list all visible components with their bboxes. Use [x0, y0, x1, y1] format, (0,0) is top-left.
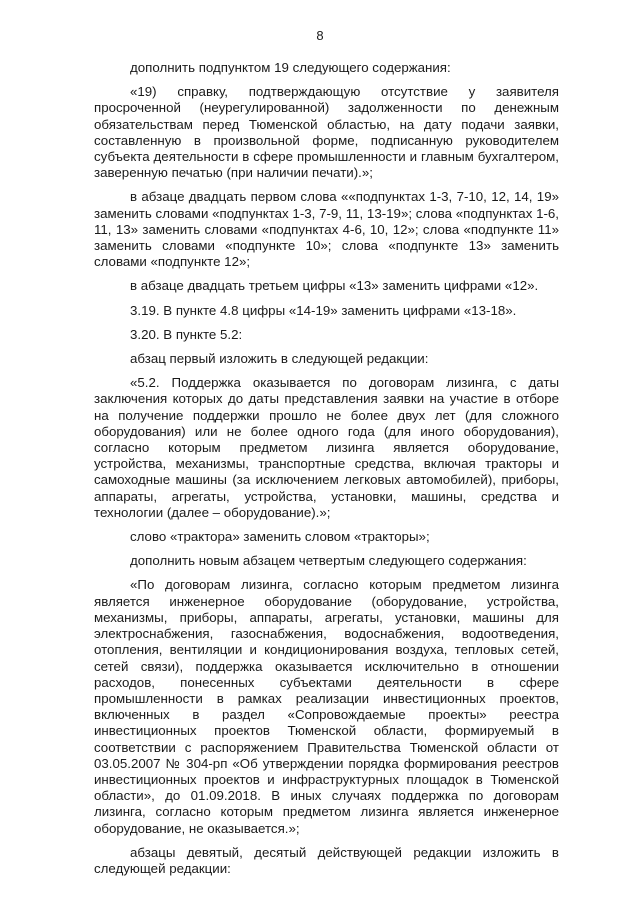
- paragraph-3-20: 3.20. В пункте 5.2:: [130, 326, 243, 342]
- paragraph-add-subitem-19: дополнить подпунктом 19 следующего содержания:: [130, 60, 451, 75]
- paragraph-5-2-text: «5.2. Поддержка оказывается по договорам лизинга, с даты заключения которых до даты представления заявки на участие в отборе на получение поддержки прошло не более двух лет (для сложного оборудования) или не более одного года (для иного оборудования), согласно которым предметом лизинга является оборудование, устройства, механизмы, транспортные средства, включая тракторы и самоходные машины (за исключением легковых автомобилей), приборы, аппараты, агрегаты, устройства, установки, машины, средства и технологии (далее – оборудование).»;: [94, 375, 559, 520]
- paragraph-ninth-tenth-abzac: абзацы девятый, десятый действующей редакции изложить в следующей редакции:: [94, 844, 559, 876]
- paragraph-word-replace: слово «трактора» заменить словом «тракторы»;: [130, 529, 430, 545]
- paragraph-add-fourth-abzac: дополнить новым абзацем четвертым следующего содержания:: [130, 553, 527, 569]
- paragraph-first-abzac-new-wording: абзац первый изложить в следующей редакции:: [130, 351, 429, 367]
- paragraph-subitem-19-text: «19) справку, подтверждающую отсутствие у заявителя просроченной (неурегулированной) задолженности по денежным обязательствам перед Тюменской областью, на дату подачи заявки, составленную в произвольной форме, подписанную руководителем субъекта деятельности в сфере промышленности и главным бухгалтером, заверенную печатью (при наличии печати).»;: [94, 84, 559, 181]
- page-number: 8: [316, 28, 324, 43]
- paragraph-leasing-engineering-equipment: «По договорам лизинга, согласно которым предметом лизинга является инженерное оборудование (оборудование, устройства, механизмы, приборы, аппараты, агрегаты, установки, машины для электроснабжения, газоснабжения, водоснабжения, водоотведения, отопления, вентиляции и кондиционирования воздуха, тепловых сетей, сетей связи), поддержка оказывается исключительно в отношении расходов, понесенных субъектами деятельности в сфере промышленности в рамках реализации инвестиционных проектов, включенных в раздел «Сопровождаемые проекты» реестра инвестиционных проектов Тюменской области, формируемый в соответствии с распоряжением Правительства Тюменской области от 03.05.2007 № 304-рп «Об утверждении порядка формирования реестров инвестиционных проектов и инфраструктурных площадок в Тюменской области», до 01.09.2018. В иных случаях поддержка по договорам лизинга, согласно которым предметом лизинга является инженерное оборудование, не оказывается.»;: [94, 577, 559, 836]
- document-body: [94, 60, 559, 885]
- paragraph-23rd-abzac-changes: в абзаце двадцать третьем цифры «13» заменить цифрами «12».: [130, 278, 539, 294]
- paragraph-21st-abzac-changes: в абзаце двадцать первом слова ««подпунктах 1-3, 7-10, 12, 14, 19» заменить словами «подпунктах 1-3, 7-9, 11, 13-19»; слова «подпунктах 1-6, 11, 13» заменить словами «подпунктах 4-6, 10, 12»; слова «подпункте 11» заменить словами «подпункте 10»; слова «подпункте 13» заменить словами «подпункте 12»;: [94, 189, 559, 270]
- paragraph-3-19: 3.19. В пункте 4.8 цифры «14-19» заменить цифрами «13-18».: [130, 302, 517, 318]
